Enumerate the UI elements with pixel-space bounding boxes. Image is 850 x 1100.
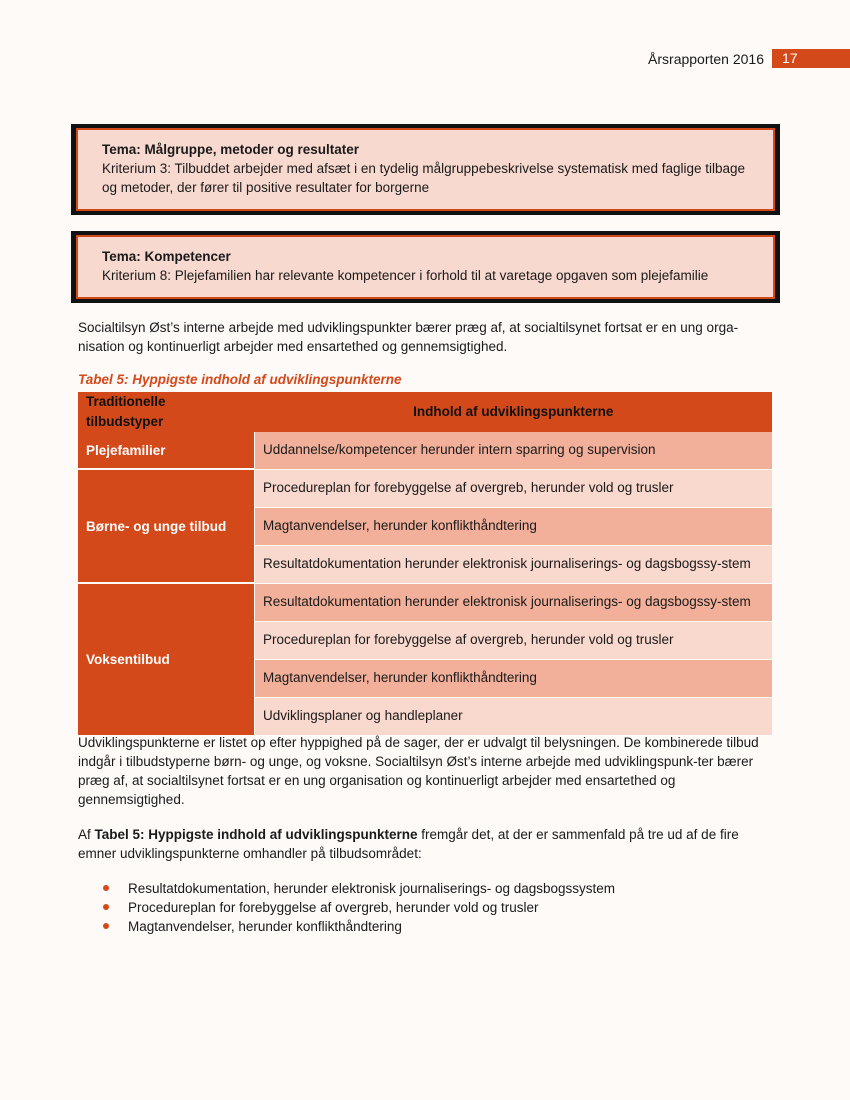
content-cell: Resultatdokumentation herunder elektronisk journaliserings- og dagsbogssy-stem [255,545,773,583]
column-header: Traditionelle tilbudstyper [78,392,255,432]
paragraph-3 [78,825,772,863]
column-header: Indhold af udviklingspunkterne [255,392,773,432]
list-item-text: Procedureplan for forebyggelse af overgreb, herunder vold og trusler [128,900,539,915]
content-cell: Resultatdokumentation herunder elektronisk journaliserings- og dagsbogssy-stem [255,583,773,621]
list-item-text: Resultatdokumentation, herunder elektronisk journaliserings- og dagsbogssystem [128,881,616,896]
tema-box-malgruppe [71,124,780,215]
tema-criterion: Kriterium 8: Plejefamilien har relevante kompetencer i forhold til at varetage opgaven som plejefamilie [102,268,709,283]
tema-title: Tema: Målgruppe, metoder og resultater [102,142,360,157]
tema-box-kompetencer [71,231,780,303]
paragraph-2: Udviklingspunkterne er listet op efter hyppighed på de sager, der er udvalgt til belysningen. De kombinerede tilbud indgår i tilbudstyperne børn- og unge, og voksne. Socialtilsyn Øst’s interne arbejde med udviklingspunk-ter bærer præg af, at socialtilsynet fortsat er en ung organisation og kontinuerligt arbejder med ensartethed og gennemsigtighed. [78,735,759,807]
table-reference: Tabel 5: Hyppigste indhold af udviklingspunkterne [94,827,418,842]
tema-criterion: Kriterium 3: Tilbuddet arbejder med afsæt i en tydelig målgruppebeskrivelse systematisk med faglige tilbage og metoder, der fører til positive resultater for borgerne [102,161,746,195]
bullet-icon [103,904,109,910]
report-title: Årsrapporten 2016 [648,50,764,67]
tema-box-inner [76,235,775,299]
paragraph-3-prefix: Af [78,827,95,842]
content-cell: Uddannelse/kompetencer herunder intern sparring og supervision [255,432,773,469]
development-points-table [78,392,772,736]
content-cell: Magtanvendelser, herunder konflikthåndtering [255,507,773,545]
table-row [78,469,772,507]
bullet-icon [103,885,109,891]
tema-title: Tema: Kompetencer [102,249,231,264]
page-header [648,49,850,68]
table-caption: Tabel 5: Hyppigste indhold af udviklingspunkterne [78,372,402,387]
bullet-list [78,879,615,936]
paragraph-3-suffix: fremgår det, at der er sammenfald på tre ud af de fire emner udviklingspunkterne omhandler på tilbudsområdet: [78,827,739,861]
content-cell: Udviklingsplaner og handleplaner [255,697,773,735]
category-cell: Børne- og unge tilbud [78,469,255,583]
bullet-icon [103,923,109,929]
list-item [78,917,615,936]
table-row [78,432,772,469]
category-cell: Plejefamilier [78,432,255,469]
content-cell: Procedureplan for forebyggelse af overgreb, herunder vold og trusler [255,621,773,659]
content-cell: Magtanvendelser, herunder konflikthåndtering [255,659,773,697]
tema-box-inner [76,128,775,211]
content-cell: Procedureplan for forebyggelse af overgreb, herunder vold og trusler [255,469,773,507]
intro-paragraph: Socialtilsyn Øst’s interne arbejde med udviklingspunkter bærer præg af, at socialtilsynet fortsat er en ung orga-nisation og kontinuerligt arbejder med ensartethed og gennemsigtighed. [78,320,739,354]
table-header-row [78,392,772,432]
list-item [78,879,615,898]
page-number: 17 [772,49,850,68]
table-row [78,583,772,621]
category-cell: Voksentilbud [78,583,255,735]
list-item [78,898,615,917]
list-item-text: Magtanvendelser, herunder konflikthåndtering [128,919,402,934]
